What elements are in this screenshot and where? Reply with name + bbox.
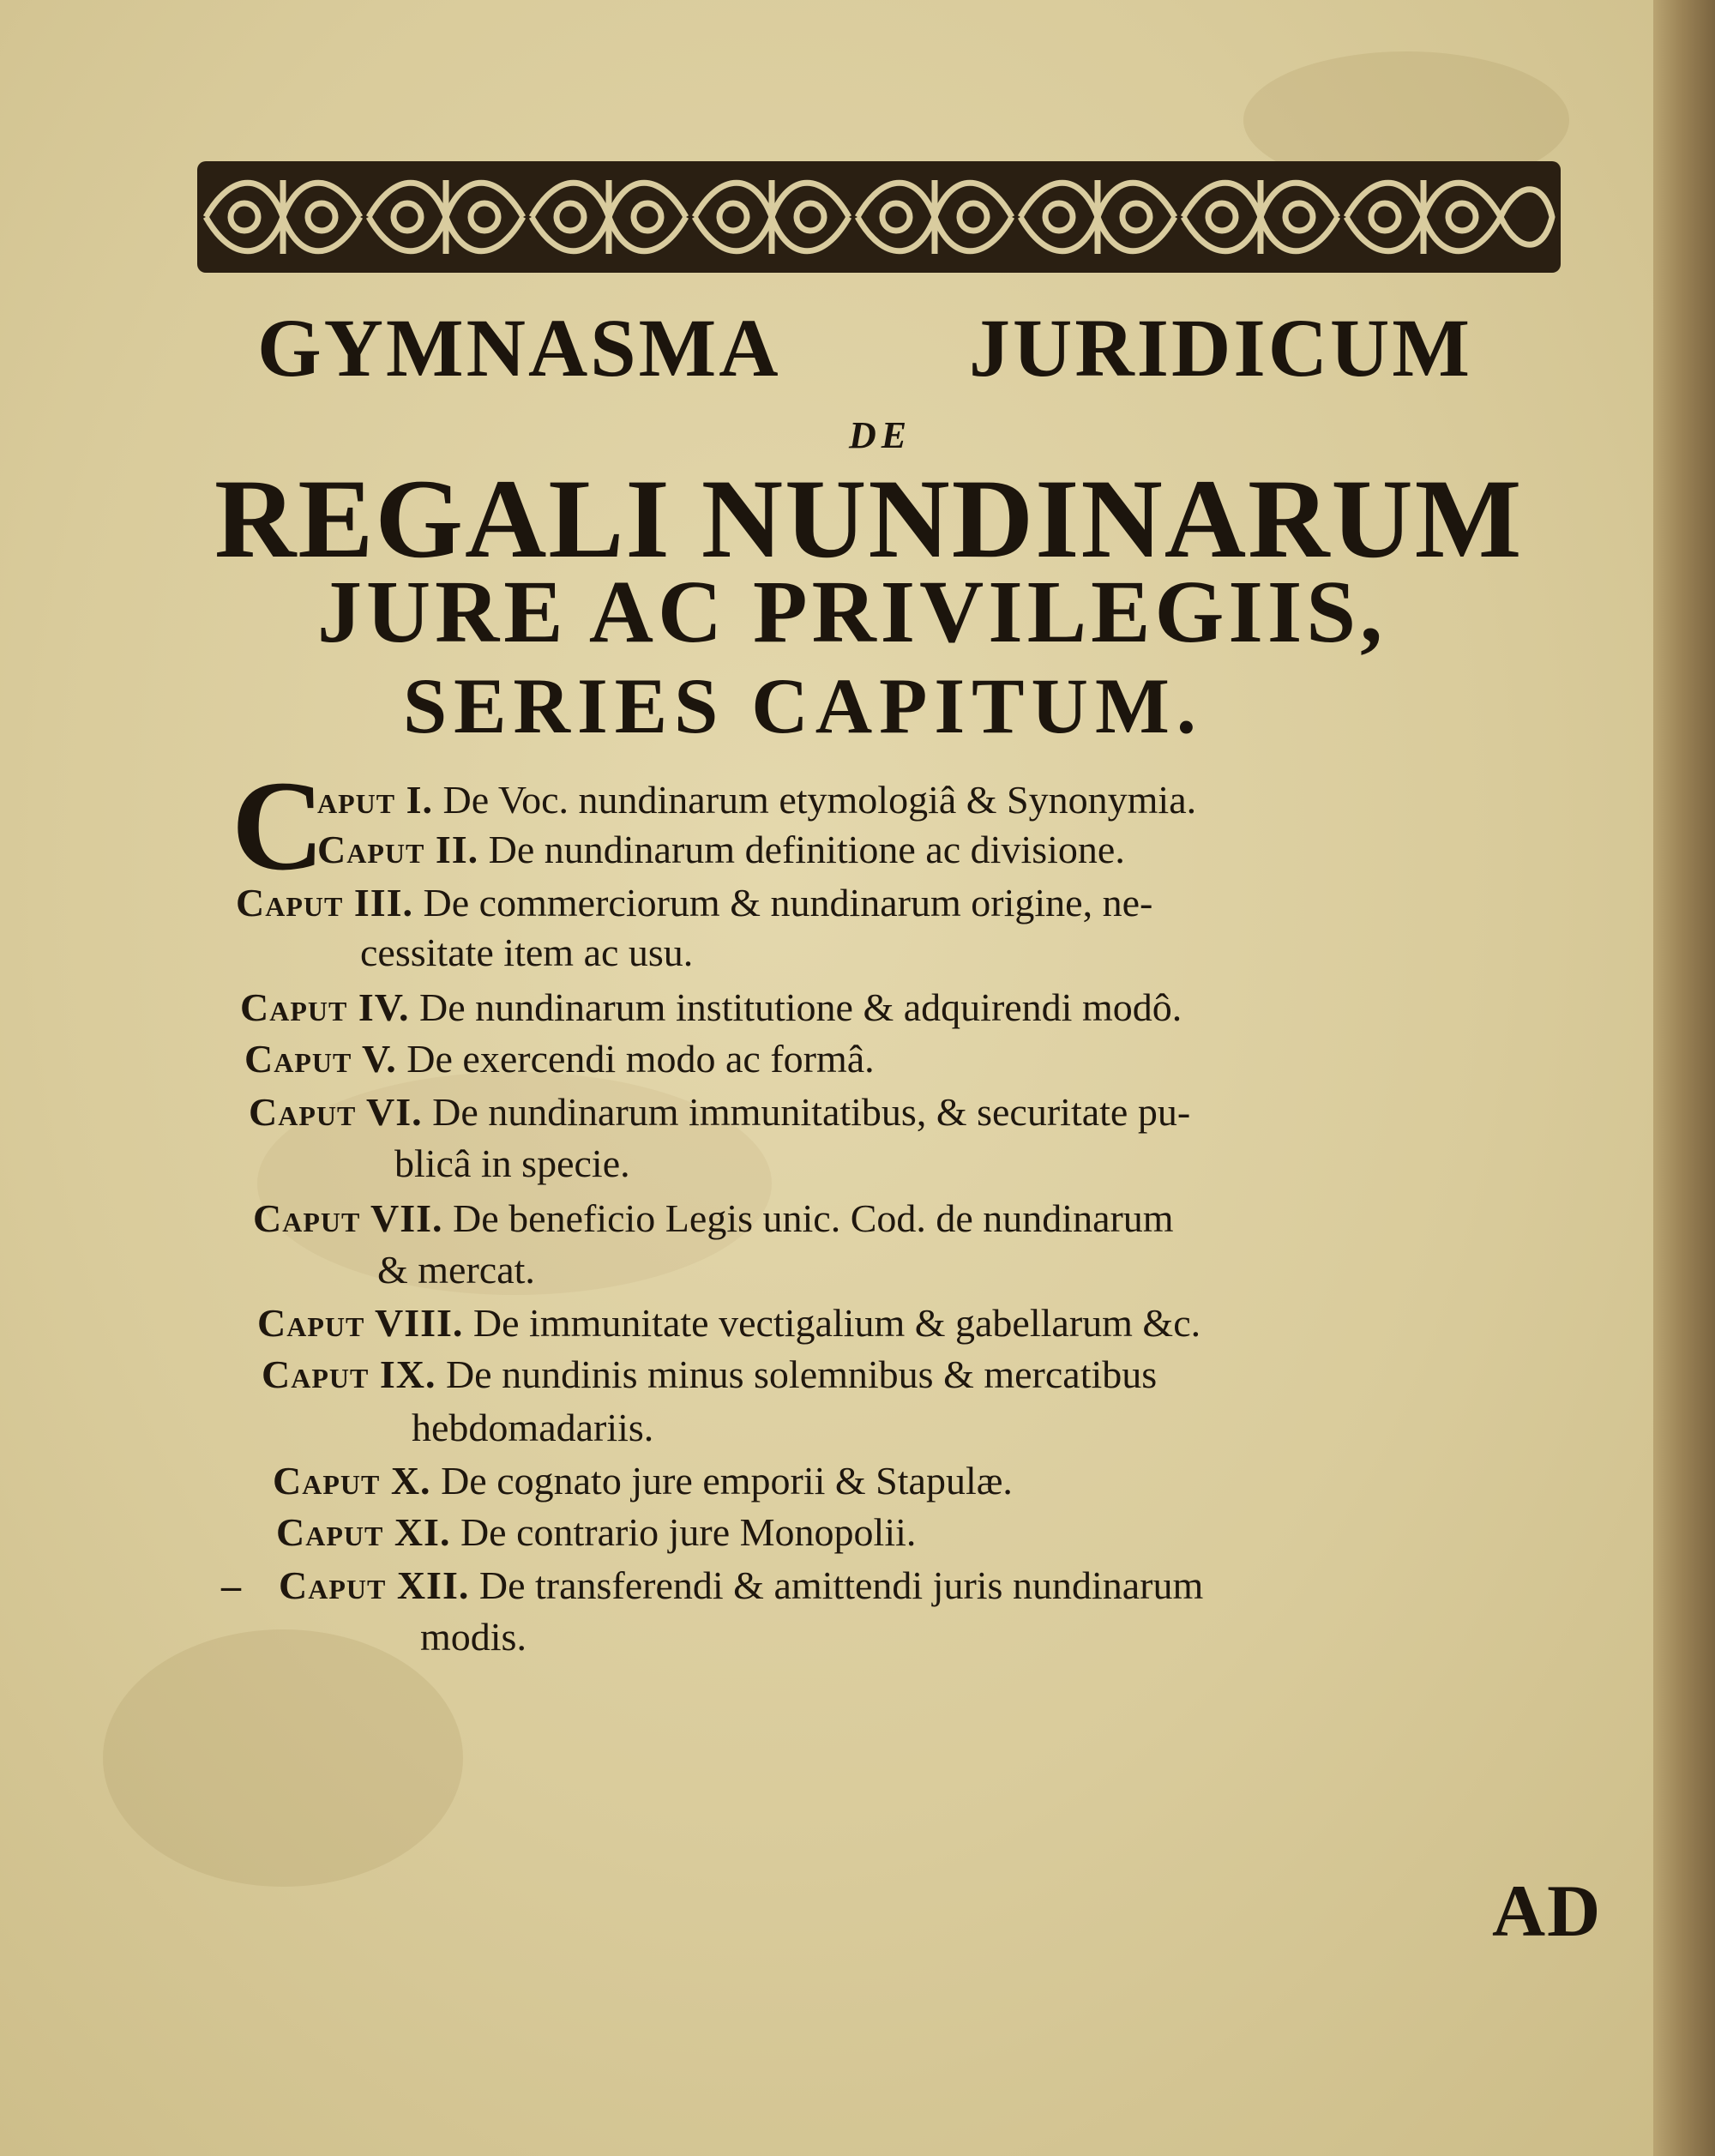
- catchword: AD: [1492, 1870, 1603, 1952]
- toc-entry: [317, 827, 1125, 872]
- toc-label: Caput XII.: [279, 1563, 470, 1607]
- title-jure-ac-privilegiis: JURE AC PRIVILEGIIS,: [317, 563, 1387, 661]
- toc-entry: [276, 1509, 916, 1555]
- title-word-juridicum: JURIDICUM: [969, 302, 1472, 394]
- toc-label: Caput III.: [236, 881, 414, 924]
- toc-text: De beneficio Legis unic. Cod. de nundinarum: [453, 1196, 1174, 1240]
- toc-label: Caput V.: [244, 1037, 397, 1081]
- toc-entry: [279, 1563, 1203, 1608]
- paper-stain: [103, 1629, 463, 1887]
- toc-text: De nundinis minus solemnibus & mercatibus: [445, 1352, 1158, 1396]
- toc-entry: [236, 880, 1152, 925]
- toc-label: Caput II.: [317, 828, 479, 871]
- toc-continuation: cessitate item ac usu.: [360, 930, 694, 974]
- toc-text: De nundinarum immunitatibus, & securitate pu-: [432, 1090, 1191, 1134]
- toc-text: De exercendi modo ac formâ.: [406, 1037, 875, 1081]
- toc-text: De Voc. nundinarum etymologiâ & Synonymia.: [442, 778, 1197, 822]
- margin-dash: –: [221, 1563, 241, 1607]
- toc-entry: [317, 777, 1196, 822]
- toc-text: De commerciorum & nundinarum origine, ne-: [423, 881, 1153, 924]
- toc-label: Caput XI.: [276, 1510, 451, 1554]
- toc-label: Caput VIII.: [257, 1301, 464, 1345]
- toc-entry: [273, 1458, 1013, 1503]
- toc-label: aput I.: [317, 778, 434, 822]
- title-series-capitum: SERIES CAPITUM.: [403, 662, 1203, 750]
- title-word-gymnasma: GYMNASMA: [257, 302, 781, 394]
- toc-continuation: hebdomadariis.: [412, 1406, 654, 1449]
- toc-label: Caput IV.: [240, 985, 410, 1029]
- toc-text: De contrario jure Monopolii.: [460, 1510, 917, 1554]
- ornament-band: [197, 146, 1561, 292]
- toc-continuation: blicâ in specie.: [394, 1141, 630, 1185]
- toc-entry: [257, 1300, 1200, 1346]
- toc-continuation: & mercat.: [377, 1248, 535, 1292]
- toc-label: Caput IX.: [262, 1352, 436, 1396]
- drop-capital: C: [232, 755, 325, 897]
- toc-entry: [262, 1352, 1157, 1397]
- toc-text: De transferendi & amittendi juris nundinarum: [478, 1563, 1204, 1607]
- toc-continuation: modis.: [420, 1615, 527, 1659]
- toc-entry: [253, 1195, 1174, 1241]
- title-regali-nundinarum: REGALI NUNDINARUM: [214, 455, 1524, 581]
- toc-text: De nundinarum institutione & adquirendi modô.: [419, 985, 1182, 1029]
- toc-entry: [249, 1089, 1190, 1135]
- toc-text: De cognato jure emporii & Stapulæ.: [441, 1459, 1013, 1503]
- toc-entry: [240, 985, 1182, 1030]
- toc-label: Caput VII.: [253, 1196, 443, 1240]
- title-de: DE: [849, 414, 912, 456]
- toc-text: De nundinarum definitione ac divisione.: [488, 828, 1125, 871]
- page-edge: [1653, 0, 1715, 2156]
- toc-label: Caput VI.: [249, 1090, 423, 1134]
- toc-label: Caput X.: [273, 1459, 431, 1503]
- toc-entry: [244, 1036, 875, 1081]
- ornamental-headpiece: [197, 146, 1561, 292]
- toc-text: De immunitate vectigalium & gabellarum &c.: [472, 1301, 1201, 1345]
